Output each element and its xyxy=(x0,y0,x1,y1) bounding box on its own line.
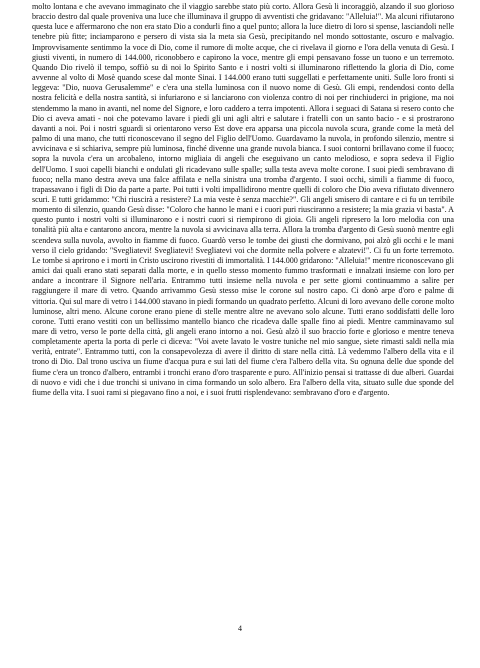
page-number: 4 xyxy=(238,624,242,633)
body-paragraph: molto lontana e che avevano immaginato che il viaggio sarebbe stato più corto. Allora Gesù li incoraggiò, alzando il suo glorioso braccio destro dal quale proveniva una luce che illuminava il gruppo di avventisti che gridavano: "Alleluia!". Ma alcuni rifiutarono questa luce e affermarono che non era stato Dio a condurli fino a quel punto; allora la luce dietro di loro si spense, lasciandoli nelle tenebre più fitte; inciamparono e persero di vista sia la meta sia Gesù, precipitando nel mondo sottostante, oscuro e malvagio. Improvvisamente sentimmo la voce di Dio, come il rumore di molte acque, che ci rivelava il giorno e l'ora della venuta di Gesù. I giusti viventi, in numero di 144.000, riconobbero e capirono la voce, mentre gli empi pensavano fosse un tuono e un terremoto. Quando Dio rivelò il tempo, soffiò su di noi lo Spirito Santo e i nostri volti si illuminarono riflettendo la gloria di Dio, come avvenne al volto di Mosè quando scese dal monte Sinai. I 144.000 erano tutti suggellati e perfettamente uniti. Sulle loro fronti si leggeva: "Dio, nuova Gerusalemme" e c'era una stella luminosa con il nuovo nome di Gesù. Gli empi, rendendosi conto della nostra felicità e della nostra santità, si infuriarono e si lanciarono con violenza contro di noi per rinchiuderci in prigione, ma noi stendemmo la mano in avanti, nel nome del Signore, e loro caddero a terra impotenti. Allora i seguaci di Satana si resero conto che Dio ci aveva amati - noi che potevamo lavare i piedi gli uni agli altri e salutare i fratelli con un santo bacio - e si prostrarono davanti a noi. Poi i nostri sguardi si orientarono verso Est dove era apparsa una piccola nuvola scura, grande come la metà del palmo di una mano, che tutti riconoscevano il segno del Figlio dell'Uomo. Guardavamo la nuvola, in profondo silenzio, mentre si avvicinava e si schiariva, sempre più luminosa, finché divenne una grande nuvola bianca. I suoi contorni brillavano come il fuoco; sopra la nuvola c'era un arcobaleno, intorno migliaia di angeli che eseguivano un canto melodioso, e sopra sedeva il Figlio dell'Uomo. I suoi capelli bianchi e ondulati gli ricadevano sulle spalle; sulla testa aveva molte corone. I suoi piedi sembravano di fuoco; nella mano destra aveva una falce affilata e nella sinistra una tromba d'argento. I suoi occhi, simili a fiamme di fuoco, trapassavano i figli di Dio da parte a parte. Poi tutti i volti impallidirono mentre quelli di coloro che Dio aveva rifiutato divennero scuri. E tutti gridammo: "Chi riuscirà a resistere? La mia veste è senza macchie?". Gli angeli smisero di cantare e ci fu un terribile momento di silenzio, quando Gesù disse: "Coloro che hanno le mani e i cuori puri riusciranno a resistere; la mia grazia vi basta". A questo punto i nostri volti si illuminarono e i nostri cuori si riempirono di gioia. Gli angeli ripresero la loro melodia con una tonalità più alta e cantarono ancora, mentre la nuvola si avvicinava alla terra. Allora la tromba d'argento di Gesù suonò mentre egli scendeva sulla nuvola, avvolto in fiamme di fuoco. Guardò verso le tombe dei giusti che dormivano, poi alzò gli occhi e le mani verso il cielo gridando: "Svegliatevi! Svegliatevi! Svegliatevi voi che dormite nella polvere e alzatevi!". Ci fu un forte terremoto. Le tombe si aprirono e i morti in Cristo uscirono rivestiti di immortalità. I 144.000 gridarono: "Alleluia!" mentre riconoscevano gli amici dai quali erano stati separati dalla morte, e in quello stesso momento fummo trasformati e innalzati insieme con loro per andare a incontrare il Signore nell'aria. Entrammo tutti insieme nella nuvola e per sette giorni continuammo a salire per raggiungere il mare di vetro. Quando arrivammo Gesù stesso mise le corone sul nostro capo. Ci donò arpe d'oro e palme di vittoria. Qui sul mare di vetro i 144.000 stavano in piedi formando un quadrato perfetto. Alcuni di loro avevano delle corone molto luminose, altri meno. Alcune corone erano piene di stelle mentre altre ne avevano solo alcune. Tutti erano soddisfatti delle loro corone. Tutti erano vestiti con un bellissimo mantello bianco che ricadeva dalle spalle fino ai piedi. Mentre camminavamo sul mare di vetro, verso le porte della città, gli angeli erano intorno a noi. Gesù alzò il suo braccio forte e glorioso e mentre teneva completamente aperta la porta di perle ci diceva: "Voi avete lavato le vostre tuniche nel mio sangue, siete rimasti saldi nella mia verità, entrate". Entrammo tutti, con la consapevolezza di avere il diritto di stare nella città. Là vedemmo l'albero della vita e il trono di Dio. Dal trono usciva un fiume d'acqua pura e sui lati del fiume c'era l'albero della vita. Su ognuna delle due sponde del fiume c'era un tronco d'albero, entrambi i tronchi erano d'oro trasparente e puro. All'inizio pensai si trattasse di due alberi. Guardai di nuovo e vidi che i due tronchi si univano in cima formando un solo albero. Era l'albero della vita, situato sulle due sponde del fiume della vita. I suoi rami si piegavano fino a noi, e i suoi frutti risplendevano: sembravano d'oro e d'argento. xyxy=(32,2,454,397)
